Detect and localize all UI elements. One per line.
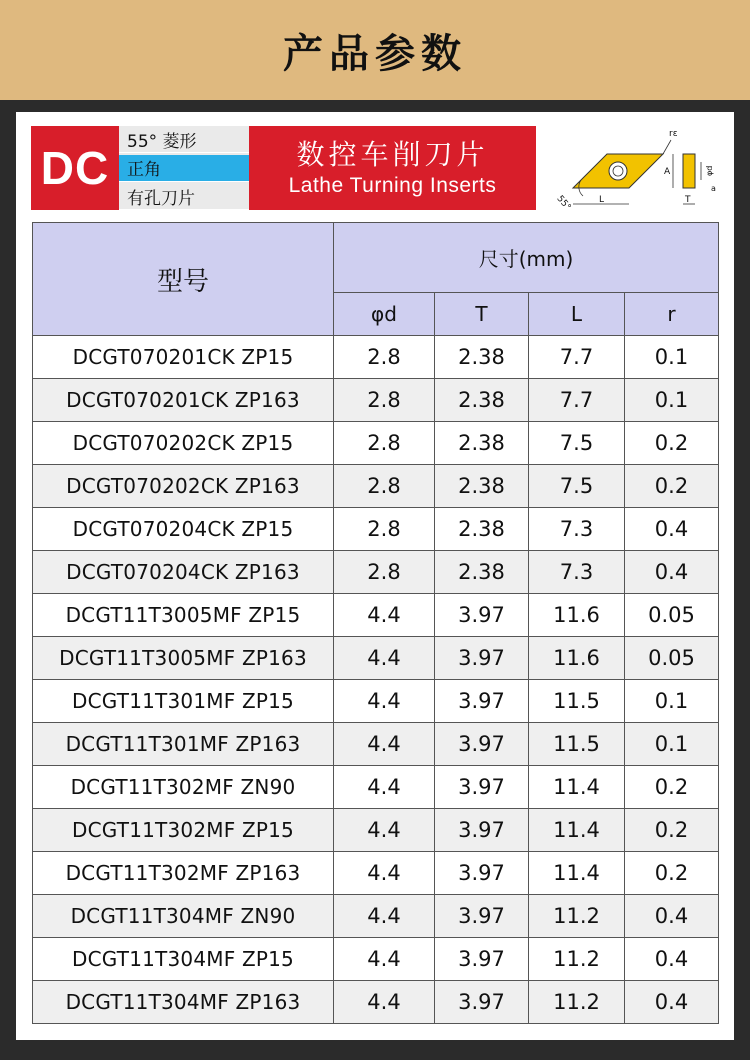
model-cell: DCGT11T301MF ZP15	[33, 680, 334, 723]
length-cell: 7.5	[529, 422, 625, 465]
thickness-cell: 3.97	[435, 637, 529, 680]
thickness-cell: 2.38	[435, 379, 529, 422]
table-row	[33, 981, 719, 1024]
length-cell: 11.2	[529, 938, 625, 981]
model-cell: DCGT11T3005MF ZP163	[33, 637, 334, 680]
radius-cell: 0.4	[625, 938, 719, 981]
product-title-cn: 数控车削刀片	[296, 138, 489, 171]
model-cell: DCGT11T302MF ZP15	[33, 809, 334, 852]
insert-diagram	[551, 118, 726, 218]
col-header-L: L	[529, 293, 625, 336]
length-cell: 11.6	[529, 594, 625, 637]
length-cell: 11.5	[529, 680, 625, 723]
radius-cell: 0.4	[625, 508, 719, 551]
table-row	[33, 379, 719, 422]
diameter-cell: 4.4	[334, 852, 435, 895]
spec-table	[32, 222, 719, 1024]
radius-cell: 0.2	[625, 422, 719, 465]
diameter-cell: 4.4	[334, 981, 435, 1024]
label-re: rε	[669, 129, 678, 139]
length-cell: 7.7	[529, 336, 625, 379]
label-a: a	[711, 184, 716, 193]
page-title: 产品参数	[283, 30, 467, 77]
length-cell: 11.4	[529, 766, 625, 809]
product-title-en: Lathe Turning Inserts	[288, 174, 497, 197]
model-cell: DCGT11T304MF ZN90	[33, 895, 334, 938]
diameter-cell: 4.4	[334, 895, 435, 938]
type-description	[119, 126, 249, 210]
radius-cell: 0.4	[625, 981, 719, 1024]
product-title-box	[249, 126, 536, 210]
model-cell: DCGT070204CK ZP163	[33, 551, 334, 594]
length-cell: 7.3	[529, 551, 625, 594]
model-cell: DCGT11T304MF ZP163	[33, 981, 334, 1024]
radius-cell: 0.05	[625, 594, 719, 637]
thickness-cell: 2.38	[435, 551, 529, 594]
length-cell: 11.4	[529, 852, 625, 895]
model-cell: DCGT11T302MF ZP163	[33, 852, 334, 895]
table-row	[33, 508, 719, 551]
thickness-cell: 3.97	[435, 809, 529, 852]
length-cell: 7.7	[529, 379, 625, 422]
thickness-cell: 3.97	[435, 938, 529, 981]
model-cell: DCGT11T304MF ZP15	[33, 938, 334, 981]
model-cell: DCGT11T301MF ZP163	[33, 723, 334, 766]
length-cell: 7.3	[529, 508, 625, 551]
length-cell: 11.4	[529, 809, 625, 852]
length-cell: 7.5	[529, 465, 625, 508]
col-header-r: r	[625, 293, 719, 336]
table-row	[33, 895, 719, 938]
radius-cell: 0.4	[625, 895, 719, 938]
label-T: T	[685, 195, 691, 205]
radius-cell: 0.1	[625, 680, 719, 723]
thickness-cell: 3.97	[435, 594, 529, 637]
table-row	[33, 637, 719, 680]
size-column-header: 尺寸(mm)	[334, 223, 719, 293]
thickness-cell: 3.97	[435, 766, 529, 809]
thickness-cell: 3.97	[435, 852, 529, 895]
diameter-cell: 2.8	[334, 465, 435, 508]
model-cell: DCGT070202CK ZP163	[33, 465, 334, 508]
model-cell: DCGT070201CK ZP163	[33, 379, 334, 422]
type-badge: DC	[31, 126, 119, 210]
radius-cell: 0.2	[625, 852, 719, 895]
top-banner	[0, 0, 750, 100]
model-cell: DCGT070202CK ZP15	[33, 422, 334, 465]
table-row	[33, 938, 719, 981]
model-cell: DCGT11T302MF ZN90	[33, 766, 334, 809]
insert-side-view	[683, 154, 695, 188]
thickness-cell: 3.97	[435, 680, 529, 723]
thickness-cell: 2.38	[435, 422, 529, 465]
radius-cell: 0.1	[625, 336, 719, 379]
table-row	[33, 422, 719, 465]
thickness-cell: 2.38	[435, 336, 529, 379]
length-cell: 11.6	[529, 637, 625, 680]
insert-hole	[609, 162, 627, 180]
model-cell: DCGT070201CK ZP15	[33, 336, 334, 379]
model-cell: DCGT11T3005MF ZP15	[33, 594, 334, 637]
table-row	[33, 723, 719, 766]
desc-hole: 有孔刀片	[119, 183, 249, 210]
diameter-cell: 2.8	[334, 551, 435, 594]
thickness-cell: 2.38	[435, 465, 529, 508]
table-row	[33, 594, 719, 637]
table-row	[33, 551, 719, 594]
thickness-cell: 2.38	[435, 508, 529, 551]
desc-rake: 正角	[119, 155, 249, 182]
col-header-T: T	[435, 293, 529, 336]
diameter-cell: 2.8	[334, 508, 435, 551]
diameter-cell: 4.4	[334, 680, 435, 723]
table-row	[33, 336, 719, 379]
radius-cell: 0.1	[625, 379, 719, 422]
radius-cell: 0.2	[625, 465, 719, 508]
diameter-cell: 2.8	[334, 379, 435, 422]
length-cell: 11.5	[529, 723, 625, 766]
thickness-cell: 3.97	[435, 723, 529, 766]
thickness-cell: 3.97	[435, 895, 529, 938]
label-d: φd	[705, 165, 714, 176]
label-A: A	[664, 167, 671, 177]
re-leader	[663, 140, 671, 154]
radius-cell: 0.05	[625, 637, 719, 680]
diameter-cell: 4.4	[334, 637, 435, 680]
diameter-cell: 4.4	[334, 938, 435, 981]
thickness-cell: 3.97	[435, 981, 529, 1024]
table-row	[33, 766, 719, 809]
col-header-d: φd	[334, 293, 435, 336]
diameter-cell: 4.4	[334, 723, 435, 766]
diameter-cell: 2.8	[334, 422, 435, 465]
table-row	[33, 465, 719, 508]
table-row	[33, 809, 719, 852]
model-column-header: 型号	[33, 223, 334, 336]
radius-cell: 0.2	[625, 766, 719, 809]
product-panel	[16, 112, 734, 1040]
desc-shape: 55° 菱形	[119, 126, 249, 153]
radius-cell: 0.4	[625, 551, 719, 594]
product-header	[31, 126, 536, 210]
length-cell: 11.2	[529, 981, 625, 1024]
diameter-cell: 2.8	[334, 336, 435, 379]
spec-table-body	[33, 336, 719, 1024]
model-cell: DCGT070204CK ZP15	[33, 508, 334, 551]
label-L: L	[599, 195, 605, 205]
diameter-cell: 4.4	[334, 766, 435, 809]
radius-cell: 0.1	[625, 723, 719, 766]
diameter-cell: 4.4	[334, 594, 435, 637]
diameter-cell: 4.4	[334, 809, 435, 852]
label-angle: 55°	[554, 193, 573, 213]
length-cell: 11.2	[529, 895, 625, 938]
table-row	[33, 852, 719, 895]
radius-cell: 0.2	[625, 809, 719, 852]
table-row	[33, 680, 719, 723]
